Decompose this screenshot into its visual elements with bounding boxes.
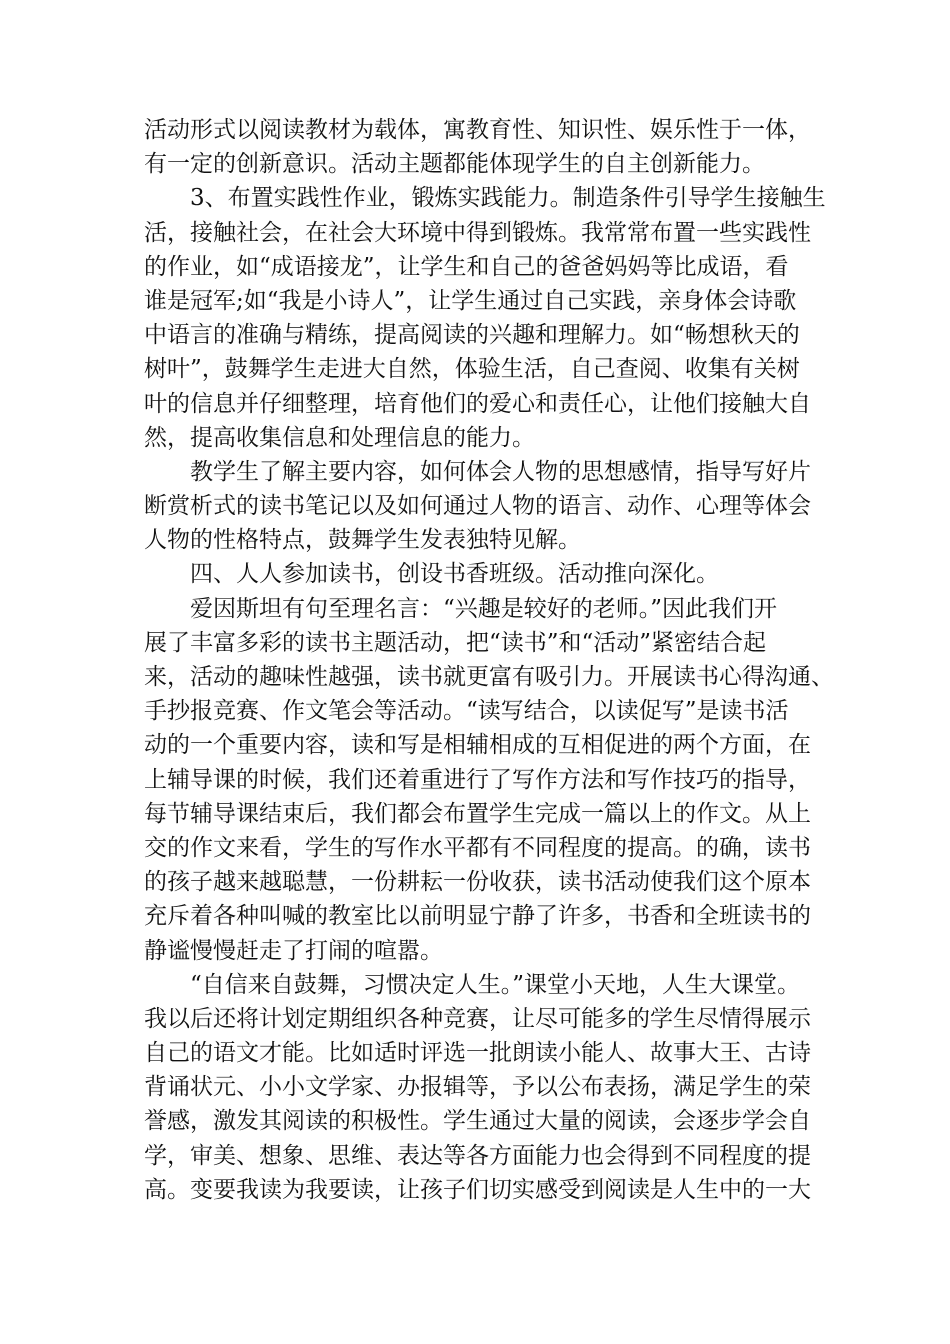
text-line: 充斥着各种叫喊的教室比以前明显宁静了许多，书香和全班读书的 [144,903,811,930]
text-line: 活，接触社会，在社会大环境中得到锻炼。我常常布置一些实践性 [144,219,811,246]
text-line: 然，提高收集信息和处理信息的能力。 [144,424,535,451]
text-line: 的孩子越来越聪慧，一份耕耘一份收获，读书活动使我们这个原本 [144,869,811,896]
text-line: 爱因斯坦有句至理名言：“兴趣是较好的老师。”因此我们开 [190,595,778,622]
text-line: 自己的语文才能。比如适时评选一批朗读小能人、故事大王、古诗 [144,1040,811,1067]
document-body [144,113,834,1207]
text-line: 有一定的创新意识。活动主题都能体现学生的自主创新能力。 [144,151,765,178]
text-line: 树叶”，鼓舞学生走进大自然，体验生活，自己查阅、收集有关树 [144,356,800,383]
text-line: 四、人人参加读书，创设书香班级。活动推向深化。 [190,561,719,588]
text-line: 3、布置实践性作业，锻炼实践能力。制造条件引导学生接触生 [190,185,826,212]
text-line: 动的一个重要内容，读和写是相辅相成的互相促进的两个方面，在 [144,732,811,759]
text-line: 的作业，如“成语接龙”，让学生和自己的爸爸妈妈等比成语，看 [144,253,789,280]
text-line: 手抄报竞赛、作文笔会等活动。“读写结合，以读促写”是读书活 [144,698,789,725]
text-line: 活动形式以阅读教材为载体，寓教育性、知识性、娱乐性于一体， [144,117,811,143]
text-line: 谁是冠军;如“我是小诗人”，让学生通过自己实践，亲身体会诗歌 [144,287,797,314]
text-line: 中语言的准确与精练，提高阅读的兴趣和理解力。如“畅想秋天的 [144,322,800,349]
text-line: 高。变要我读为我要读，让孩子们切实感受到阅读是人生中的一大 [144,1176,811,1203]
text-line: 每节辅导课结束后，我们都会布置学生完成一篇以上的作文。从上 [144,800,811,827]
text-line: 我以后还将计划定期组织各种竞赛，让尽可能多的学生尽情得展示 [144,1005,811,1032]
text-line: 教学生了解主要内容，如何体会人物的思想感情，指导写好片 [190,458,811,485]
text-line: 背诵状元、小小文学家、办报辑等，予以公布表扬，满足学生的荣 [144,1074,811,1101]
text-line: 交的作文来看，学生的写作水平都有不同程度的提高。的确，读书 [144,834,811,861]
text-line: 来，活动的趣味性越强，读书就更富有吸引力。开展读书心得沟通、 [144,664,834,690]
text-line: 断赏析式的读书笔记以及如何通过人物的语言、动作、心理等体会 [144,493,811,520]
text-line: 学，审美、想象、思维、表达等各方面能力也会得到不同程度的提 [144,1142,811,1169]
text-line: 人物的性格特点，鼓舞学生发表独特见解。 [144,527,581,554]
text-line: 誉感，激发其阅读的积极性。学生通过大量的阅读，会逐步学会自 [144,1108,811,1135]
text-line: 展了丰富多彩的读书主题活动，把“读书”和“活动”紧密结合起 [144,629,767,656]
text-line: “自信来自鼓舞，习惯决定人生。”课堂小天地，人生大课堂。 [190,971,801,998]
text-line: 叶的信息并仔细整理，培育他们的爱心和责任心，让他们接触大自 [144,390,811,417]
text-line: 上辅导课的时候，我们还着重进行了写作方法和写作技巧的指导， [144,766,811,793]
text-line: 静谧慢慢赶走了打闹的喧嚣。 [144,937,443,964]
